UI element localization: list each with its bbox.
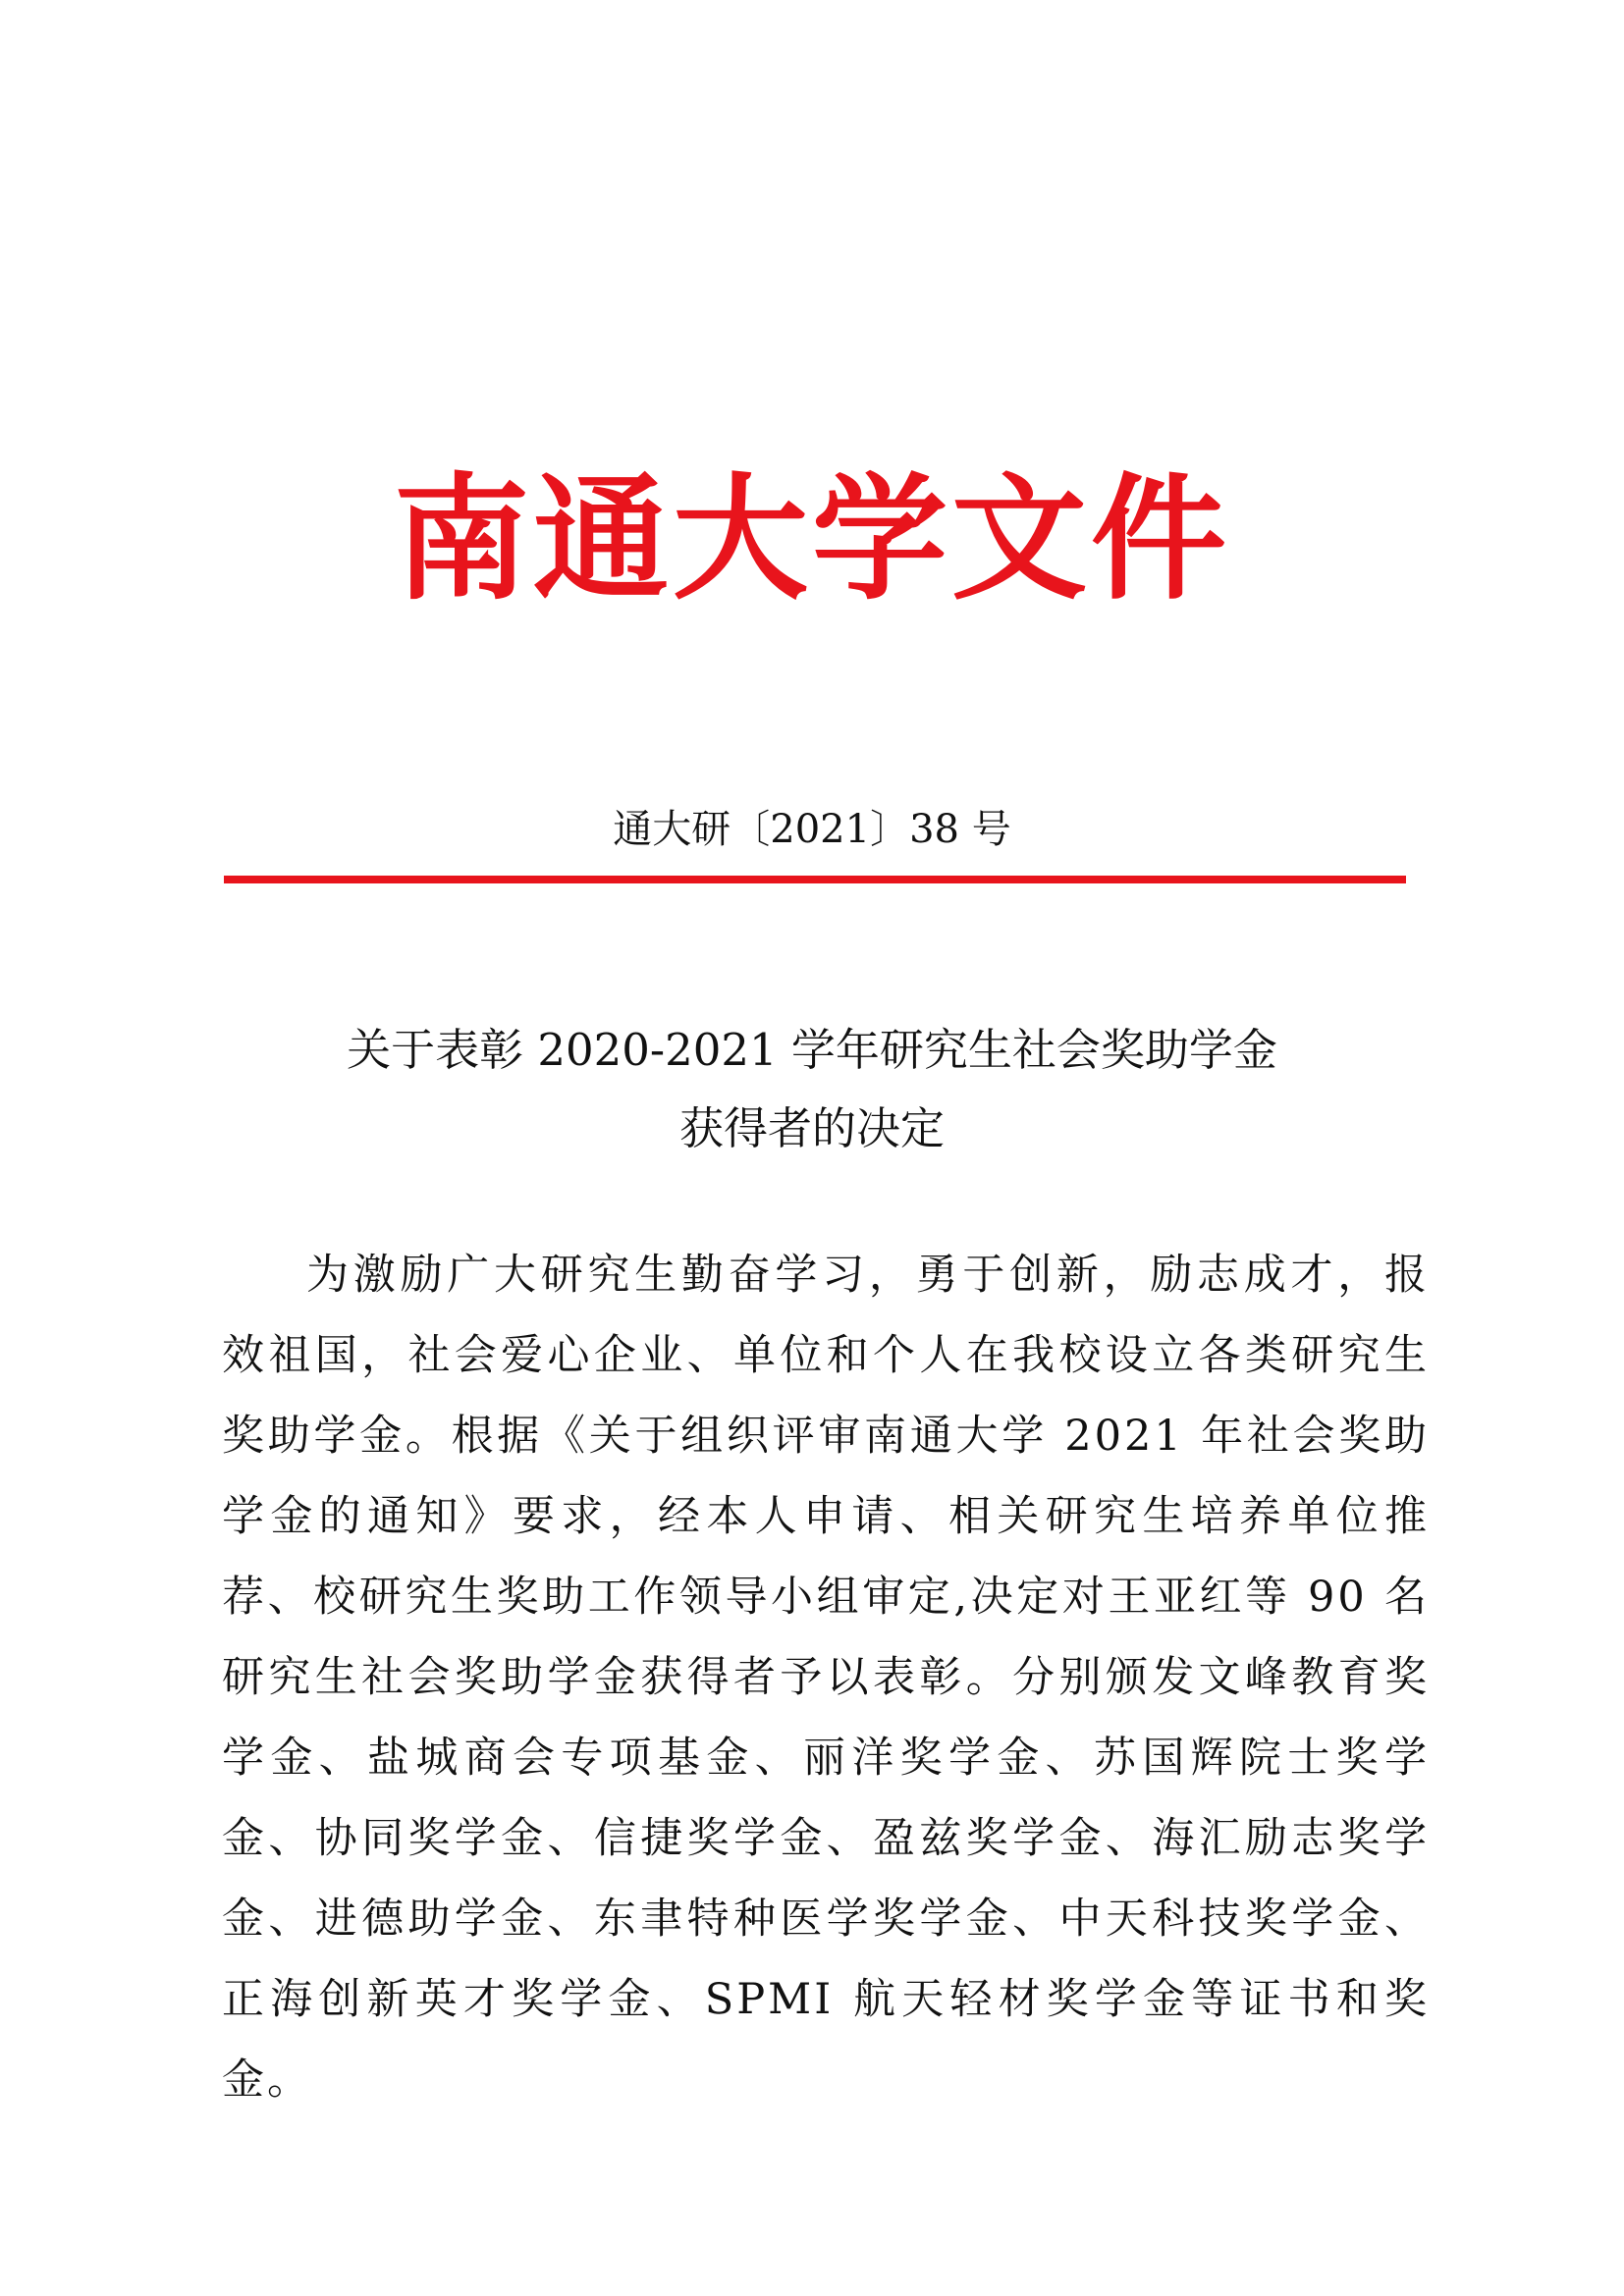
body-paragraph: 为激励广大研究生勤奋学习，勇于创新，励志成才，报效祖国，社会爱心企业、单位和个人在我校设立各类研究生奖助学金。根据《关于组织评审南通大学 2021 年社会奖助学金的通知》要求，经本人申请、相关研究生培养单位推荐、校研究生奖助工作领导小组审定,决定对王亚红等 90 名研究生社会奖助学金获得者予以表彰。分别颁发文峰教育奖学金、盐城商会专项基金、丽洋奖学金、苏国辉院士奖学金、协同奖学金、信捷奖学金、盈兹奖学金、海汇励志奖学金、进德助学金、东聿特种医学奖学金、中天科技奖学金、正海创新英才奖学金、SPMI 航天轻材奖学金等证书和奖金。 <box>222 1251 1430 2105</box>
document-title-line-2: 获得者的决定 <box>678 1102 945 1154</box>
document-title-line-1: 关于表彰 2020-2021 学年研究生社会奖助学金 <box>347 1024 1277 1076</box>
document-header-title: 南通大学文件 <box>393 460 1230 618</box>
document-number: 通大研〔2021〕38 号 <box>613 807 1011 852</box>
red-divider-line <box>224 876 1406 883</box>
document-title <box>0 1011 1624 1168</box>
